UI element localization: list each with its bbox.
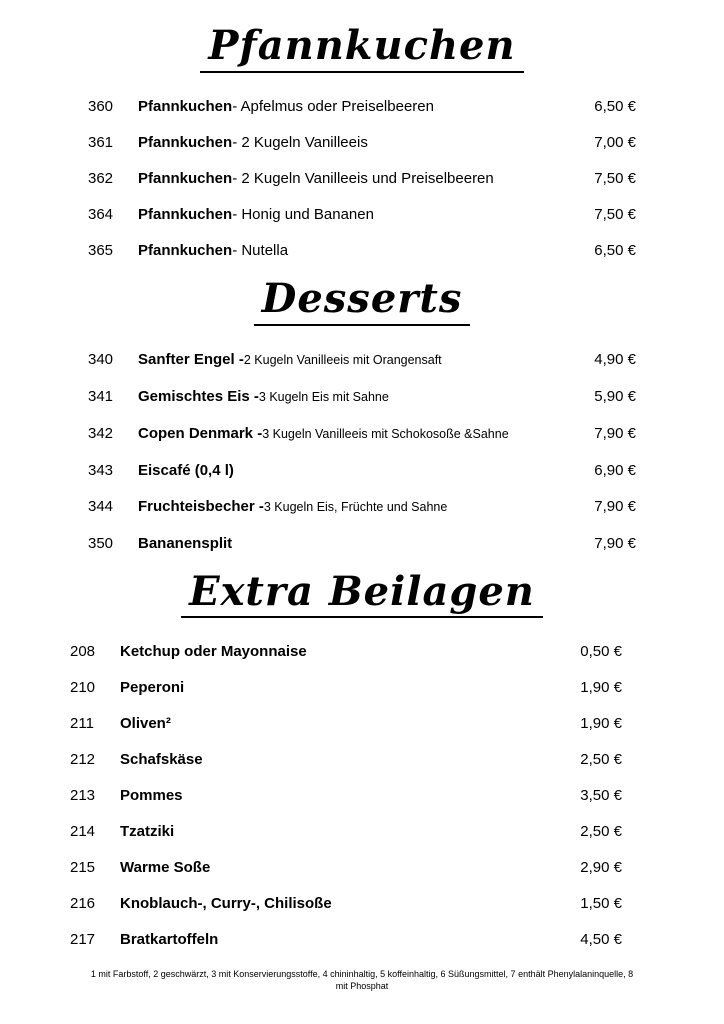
- item-number: 361: [88, 133, 114, 151]
- menu-section: [0, 567, 724, 950]
- item-price: 7,50 €: [594, 205, 636, 223]
- item-price: 1,90 €: [580, 715, 622, 733]
- item-name: Schafskäse: [120, 751, 203, 769]
- item-number: 215: [70, 859, 96, 877]
- item-description: 3 Kugeln Eis, Früchte und Sahne: [263, 499, 448, 514]
- item-number: 364: [88, 205, 114, 223]
- item-name: Sanfter Engel -: [138, 350, 244, 368]
- item-name: Pfannkuchen: [138, 133, 233, 151]
- item-number: 216: [70, 895, 96, 913]
- menu-item: [88, 387, 636, 407]
- menu-item: [88, 534, 636, 553]
- menu-item: [70, 858, 622, 877]
- item-number: 208: [70, 643, 96, 661]
- item-price: 6,50 €: [594, 241, 636, 259]
- item-name: Ketchup oder Mayonnaise: [120, 643, 307, 661]
- item-description: 2 Kugeln Vanilleeis mit Orangensaft: [243, 352, 442, 367]
- item-name: Pfannkuchen: [138, 97, 233, 115]
- section-items: [0, 642, 724, 949]
- menu-item: [70, 678, 622, 697]
- section-items: [0, 350, 724, 553]
- item-number: 211: [70, 715, 94, 733]
- item-price: 7,90 €: [594, 424, 636, 442]
- item-price: 7,50 €: [594, 169, 636, 187]
- item-price: 4,90 €: [594, 350, 636, 368]
- item-price: 2,90 €: [580, 859, 622, 877]
- menu-item: [70, 786, 622, 805]
- item-price: 6,90 €: [594, 461, 636, 479]
- item-price: 7,90 €: [594, 534, 636, 552]
- section-title-text: Pfannkuchen: [200, 24, 523, 73]
- item-number: 214: [70, 823, 96, 841]
- item-description: - Nutella: [232, 241, 289, 259]
- item-number: 213: [70, 787, 96, 805]
- item-name: Bananensplit: [138, 534, 233, 552]
- item-number: 360: [88, 97, 114, 115]
- item-name: Fruchteisbecher -: [138, 497, 264, 515]
- section-title-text: Extra Beilagen: [181, 570, 543, 619]
- item-number: 362: [88, 169, 114, 187]
- item-description: - 2 Kugeln Vanilleeis und Preiselbeeren: [232, 169, 494, 187]
- item-price: 5,90 €: [594, 387, 636, 405]
- item-name: Pfannkuchen: [138, 169, 233, 187]
- menu-item: [88, 497, 636, 517]
- item-name: Tzatziki: [120, 823, 175, 841]
- menu-item: [88, 350, 636, 370]
- menu-section: [0, 24, 724, 260]
- item-number: 212: [70, 751, 96, 769]
- item-price: 6,50 €: [594, 97, 636, 115]
- item-name: Bratkartoffeln: [120, 931, 219, 949]
- item-price: 2,50 €: [580, 823, 622, 841]
- section-items: [0, 97, 724, 260]
- menu-sections: [0, 24, 724, 949]
- menu-item: [70, 750, 622, 769]
- item-price: 0,50 €: [580, 643, 622, 661]
- menu-item: [88, 241, 636, 260]
- item-number: 210: [70, 679, 96, 697]
- item-price: 3,50 €: [580, 787, 622, 805]
- item-name: Oliven²: [120, 715, 171, 733]
- item-description: - 2 Kugeln Vanilleeis: [232, 133, 368, 151]
- item-name: Pfannkuchen: [138, 205, 233, 223]
- menu-item: [88, 169, 636, 188]
- item-description: - Honig und Bananen: [232, 205, 374, 223]
- item-number: 344: [88, 497, 114, 515]
- item-number: 365: [88, 241, 114, 259]
- item-name: Gemischtes Eis -: [138, 387, 259, 405]
- item-price: 1,50 €: [580, 895, 622, 913]
- item-price: 1,90 €: [580, 679, 622, 697]
- menu-item: [88, 424, 636, 444]
- item-number: 340: [88, 350, 114, 368]
- menu-section: [0, 274, 724, 553]
- item-number: 342: [88, 424, 114, 442]
- item-name: Pommes: [120, 787, 183, 805]
- menu-item: [70, 642, 622, 661]
- item-number: 217: [70, 931, 96, 949]
- menu-item: [70, 894, 622, 913]
- item-name: Copen Denmark -: [138, 424, 263, 442]
- item-number: 350: [88, 534, 114, 552]
- item-name: Peperoni: [120, 679, 185, 697]
- menu-item: [88, 133, 636, 152]
- section-heading: [0, 24, 724, 73]
- item-price: 7,90 €: [594, 497, 636, 515]
- item-description: 3 Kugeln Eis mit Sahne: [258, 389, 389, 404]
- item-price: 7,00 €: [594, 133, 636, 151]
- item-name: Pfannkuchen: [138, 241, 233, 259]
- section-title-text: Desserts: [254, 277, 471, 326]
- item-number: 343: [88, 461, 114, 479]
- item-price: 2,50 €: [580, 751, 622, 769]
- section-heading: [0, 274, 724, 326]
- item-description: 3 Kugeln Vanilleeis mit Schokosoße &Sahne: [262, 426, 509, 441]
- item-number: 341: [88, 387, 114, 405]
- menu-item: [88, 205, 636, 224]
- menu-item: [88, 97, 636, 116]
- item-description: - Apfelmus oder Preiselbeeren: [232, 97, 434, 115]
- item-price: 4,50 €: [580, 931, 622, 949]
- footnotes: 1 mit Farbstoff, 2 geschwärzt, 3 mit Konservierungsstoffe, 4 chininhaltig, 5 koffeinhaltig, 6 Süßungsmittel, 7 enthält Phenylalaninquelle, 8 mit Phosphat: [90, 969, 634, 992]
- menu-item: [70, 822, 622, 841]
- item-name: Knoblauch-, Curry-, Chilisoße: [120, 895, 332, 913]
- menu-item: [88, 461, 636, 480]
- menu-item: [70, 714, 622, 733]
- menu-item: [70, 930, 622, 949]
- item-name: Warme Soße: [120, 859, 211, 877]
- section-heading: [0, 567, 724, 619]
- item-name: Eiscafé (0,4 l): [138, 461, 234, 479]
